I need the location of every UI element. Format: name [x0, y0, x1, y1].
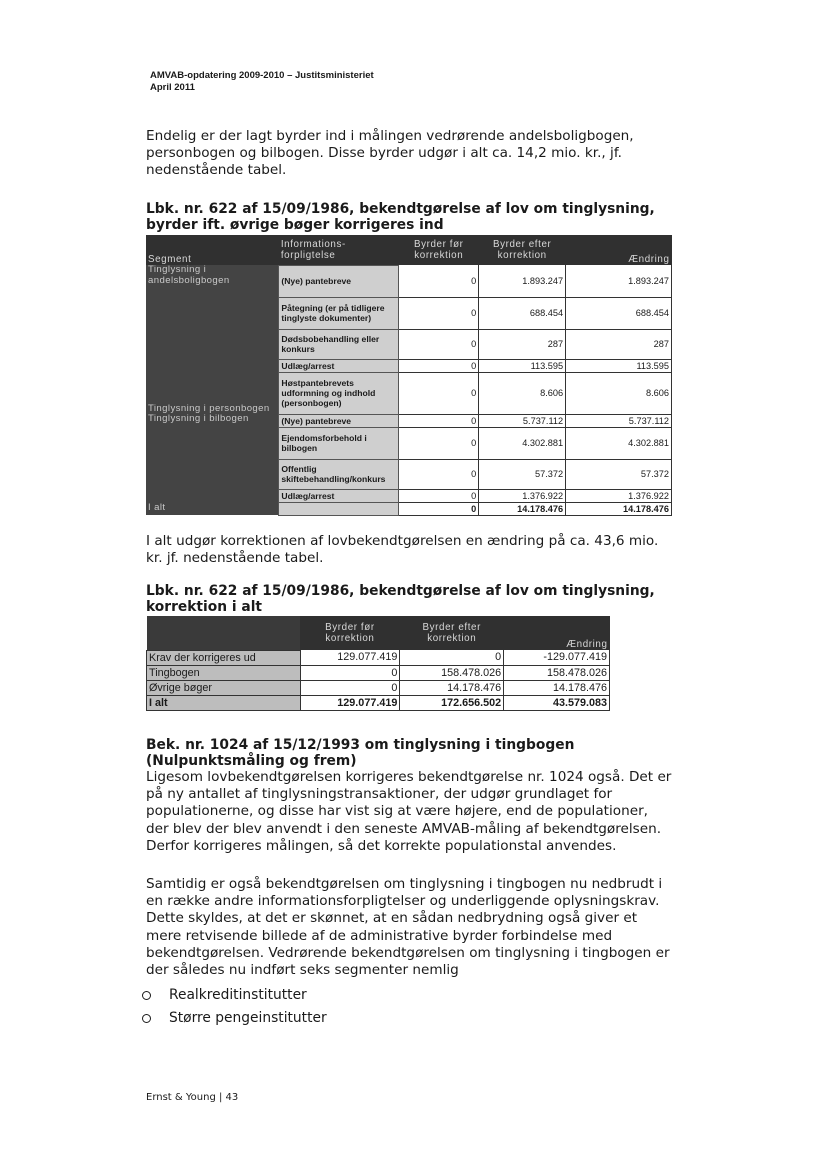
value-after: 57.372 — [479, 459, 566, 489]
table1-header-row — [146, 235, 672, 265]
value-before: 0 — [399, 427, 479, 459]
total-before: 129.077.419 — [300, 695, 400, 710]
bullet-text: Større pengeinstitutter — [169, 1010, 327, 1026]
value-after: 113.595 — [479, 359, 566, 372]
table-total-row — [146, 502, 672, 515]
row-label: Øvrige bøger — [147, 680, 301, 695]
value-change: -129.077.419 — [504, 650, 610, 665]
info-cell: (Nye) pantebreve — [279, 414, 399, 427]
total-change: 43.579.083 — [504, 695, 610, 710]
value-after: 1.893.247 — [479, 265, 566, 297]
info-cell: Udlæg/arrest — [279, 489, 399, 502]
table-row — [146, 372, 672, 414]
total-after: 172.656.502 — [400, 695, 504, 710]
value-change: 1.376.922 — [566, 489, 672, 502]
header-date: April 2011 — [150, 82, 195, 93]
table1-heading: Lbk. nr. 622 af 15/09/1986, bekendtgørelse af lov om tinglysning, byrder ift. øvrige bøger korrigeres ind — [146, 201, 655, 233]
table2-heading: Lbk. nr. 622 af 15/09/1986, bekendtgørelse af lov om tinglysning, korrektion i alt — [146, 583, 655, 615]
table-total-row — [147, 695, 610, 710]
col-header-change: Ændring — [566, 235, 672, 265]
segment-total: I alt — [146, 502, 279, 515]
value-after: 287 — [479, 329, 566, 359]
section3-paragraph2: Samtidig er også bekendtgørelsen om tinglysning i tingbogen nu nedbrudt i en række andre informationsforpligtelser og underliggende oplysningskrav. Dette skyldes, at det er skønnet, at en sådan nedbrydning også giver et mere retvisende billede af de administrative byrder forbindelse med bekendtgørelsen. Vedrørende bekendtgørelsen om tinglysning i tingbogen er der således nu indført seks segmenter nemlig — [146, 876, 670, 979]
value-change: 287 — [566, 329, 672, 359]
col-header-before: Byrder før korrektion — [300, 616, 400, 650]
col-header-before: Byrder før korrektion — [399, 235, 479, 265]
page-footer: Ernst & Young | 43 — [146, 1092, 239, 1103]
value-change: 113.595 — [566, 359, 672, 372]
total-before: 0 — [399, 502, 479, 515]
bullet-item — [142, 987, 307, 1003]
value-after: 8.606 — [479, 372, 566, 414]
section3-heading: Bek. nr. 1024 af 15/12/1993 om tinglysning i tingbogen (Nulpunktsmåling og frem) — [146, 737, 575, 769]
col-header-change: Ændring — [504, 616, 610, 650]
value-change: 5.737.112 — [566, 414, 672, 427]
row-label: Krav der korrigeres ud — [147, 650, 301, 665]
value-before: 0 — [399, 414, 479, 427]
value-change: 158.478.026 — [504, 665, 610, 680]
table-row — [146, 414, 672, 427]
segment-andelsbolig: Tinglysning i andelsboligbogen — [146, 265, 279, 372]
value-change: 1.893.247 — [566, 265, 672, 297]
table2-header-row — [147, 616, 610, 650]
segment-personbog: Tinglysning i personbogen — [146, 372, 279, 414]
value-change: 688.454 — [566, 297, 672, 329]
header-title: AMVAB-opdatering 2009-2010 – Justitsministeriet — [150, 70, 374, 81]
value-before: 129.077.419 — [300, 650, 400, 665]
value-before: 0 — [399, 372, 479, 414]
value-after: 0 — [400, 650, 504, 665]
col-header-info: Informations-forpligtelse — [279, 235, 399, 265]
value-change: 57.372 — [566, 459, 672, 489]
bullet-text: Realkreditinstitutter — [169, 987, 307, 1003]
intro-paragraph: Endelig er der lagt byrder ind i målingen vedrørende andelsboligbogen, personbogen og bilbogen. Disse byrder udgør i alt ca. 14,2 mio. kr., jf. nedenstående tabel. — [146, 128, 634, 179]
table-row — [147, 650, 610, 665]
value-before: 0 — [399, 265, 479, 297]
bullet-dot-icon — [142, 991, 151, 1000]
bullet-item — [142, 1010, 327, 1026]
total-change: 14.178.476 — [566, 502, 672, 515]
row-label: Tingbogen — [147, 665, 301, 680]
value-before: 0 — [399, 459, 479, 489]
info-cell: Påtegning (er på tidligere tinglyste dokumenter) — [279, 297, 399, 329]
info-cell — [279, 502, 399, 515]
section3-paragraph1: Ligesom lovbekendtgørelsen korrigeres bekendtgørelse nr. 1024 også. Det er på ny antallet af tinglysningstransaktioner, der udgør grundlaget for populationerne, og disse har vist sig at være højere, end de populationer, der blev der blev anvendt i den seneste AMVAB-måling af bekendtgørelsen. Derfor korrigeres målingen, så det korrekte populationstal anvendes. — [146, 769, 672, 854]
value-change: 4.302.881 — [566, 427, 672, 459]
total-after: 14.178.476 — [479, 502, 566, 515]
value-before: 0 — [399, 329, 479, 359]
info-cell: Offentlig skiftebehandling/konkurs — [279, 459, 399, 489]
col-header-after: Byrder efter korrektion — [400, 616, 504, 650]
value-after: 158.478.026 — [400, 665, 504, 680]
burden-table-books — [146, 235, 672, 516]
info-cell: Dødsbobehandling eller konkurs — [279, 329, 399, 359]
value-before: 0 — [399, 359, 479, 372]
value-after: 5.737.112 — [479, 414, 566, 427]
segment-bilbog: Tinglysning i bilbogen — [146, 414, 279, 502]
info-cell: (Nye) pantebreve — [279, 265, 399, 297]
value-change: 14.178.476 — [504, 680, 610, 695]
middle-paragraph: I alt udgør korrektionen af lovbekendtgørelsen en ændring på ca. 43,6 mio. kr. jf. nedenstående tabel. — [146, 533, 659, 567]
value-after: 14.178.476 — [400, 680, 504, 695]
col-header-segment: Segment — [146, 235, 279, 265]
correction-total-table — [146, 616, 610, 711]
bullet-dot-icon — [142, 1014, 151, 1023]
info-cell: Høstpantebrevets udformning og indhold (personbogen) — [279, 372, 399, 414]
info-cell: Udlæg/arrest — [279, 359, 399, 372]
value-after: 688.454 — [479, 297, 566, 329]
value-after: 4.302.881 — [479, 427, 566, 459]
value-change: 8.606 — [566, 372, 672, 414]
table-row — [146, 265, 672, 297]
info-cell: Ejendomsforbehold i bilbogen — [279, 427, 399, 459]
value-before: 0 — [300, 665, 400, 680]
value-after: 1.376.922 — [479, 489, 566, 502]
row-label: I alt — [147, 695, 301, 710]
value-before: 0 — [300, 680, 400, 695]
value-before: 0 — [399, 489, 479, 502]
table-row — [147, 680, 610, 695]
col-header-after: Byrder efter korrektion — [479, 235, 566, 265]
value-before: 0 — [399, 297, 479, 329]
document-header — [150, 70, 374, 94]
table-row — [147, 665, 610, 680]
